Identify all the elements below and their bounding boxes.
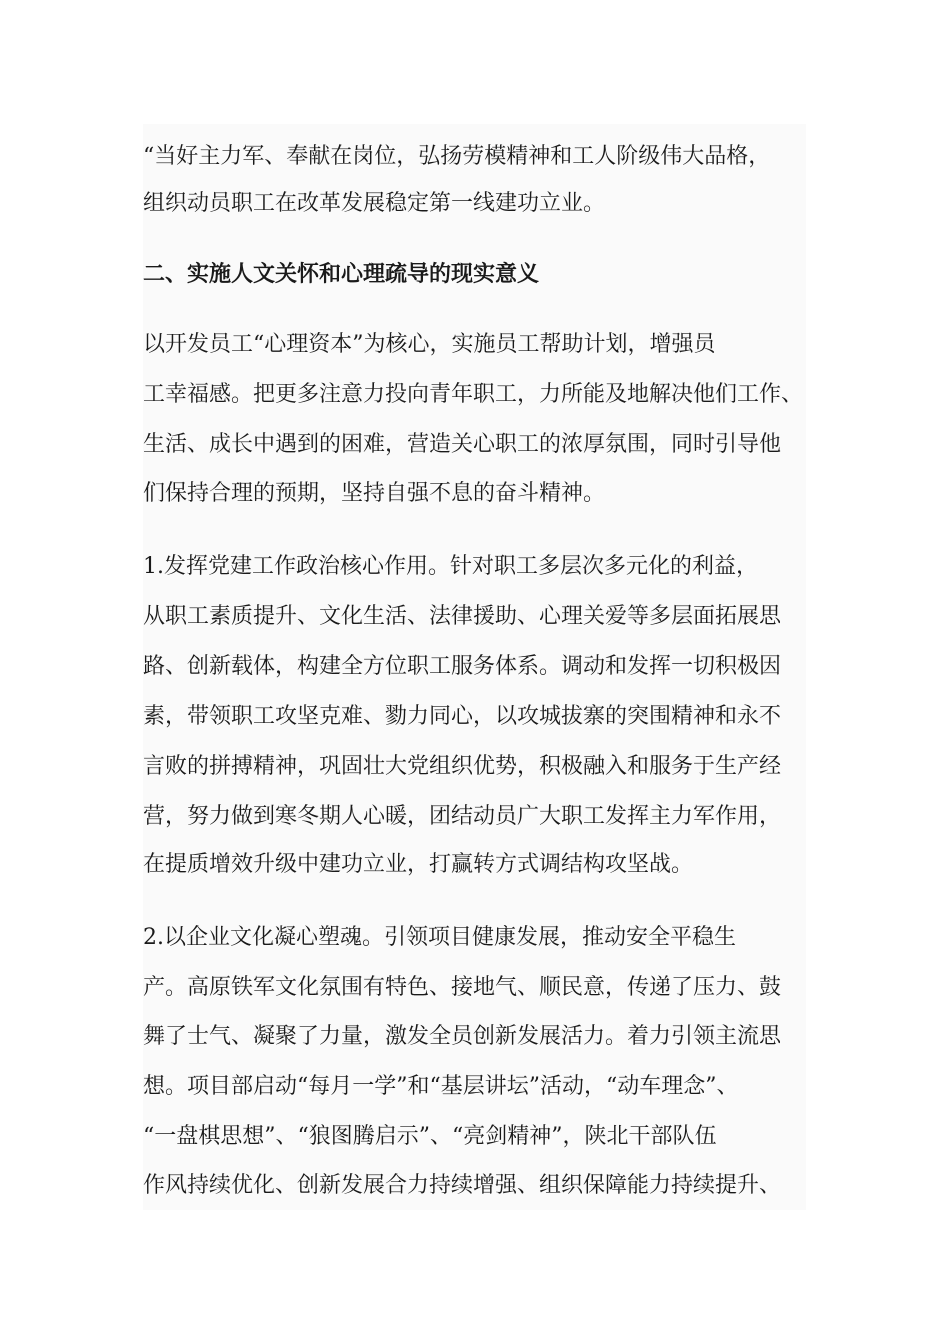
- item2-line-5: “一盘棋思想”、“狼图腾启示”、“亮剑精神”，陕北干部队伍: [143, 1124, 717, 1149]
- document-text-block: [143, 124, 806, 1210]
- item1-line-2: 从职工素质提升、文化生活、法律援助、心理关爱等多层面拓展思: [143, 604, 782, 629]
- text-line-2: 组织动员职工在改革发展稳定第一线建功立业。: [143, 191, 606, 216]
- paragraph-line-2: 工幸福感。把更多注意力投向青年职工，力所能及地解决他们工作、: [143, 382, 804, 407]
- item1-line-6: 营，努力做到寒冬期人心暖，团结动员广大职工发挥主力军作用，: [143, 804, 782, 829]
- item2-line-4: 想。项目部启动“每月一学”和“基层讲坛”活动，“动车理念”、: [143, 1074, 739, 1099]
- item1-line-1: 1.发挥党建工作政治核心作用。针对职工多层次多元化的利益，: [143, 554, 758, 579]
- item1-line-4: 素，带领职工攻坚克难、勠力同心，以攻城拔寨的突围精神和永不: [143, 704, 782, 729]
- item1-line-7: 在提质增效升级中建功立业，打赢转方式调结构攻坚战。: [143, 852, 694, 877]
- paragraph-line-4: 们保持合理的预期，坚持自强不息的奋斗精神。: [143, 481, 606, 506]
- text-line-1: “当好主力军、奉献在岗位，弘扬劳模精神和工人阶级伟大品格，: [143, 144, 771, 169]
- paragraph-line-3: 生活、成长中遇到的困难，营造关心职工的浓厚氛围，同时引导他: [143, 432, 782, 457]
- item1-line-3: 路、创新载体，构建全方位职工服务体系。调动和发挥一切积极因: [143, 654, 782, 679]
- item1-line-5: 言败的拼搏精神，巩固壮大党组织优势，积极融入和服务于生产经: [143, 754, 782, 779]
- paragraph-line-1: 以开发员工“心理资本”为核心，实施员工帮助计划，增强员: [143, 332, 716, 357]
- item2-line-6: 作风持续优化、创新发展合力持续增强、组织保障能力持续提升、: [143, 1173, 782, 1198]
- item2-line-1: 2.以企业文化凝心塑魂。引领项目健康发展，推动安全平稳生: [143, 925, 736, 950]
- item2-line-3: 舞了士气、凝聚了力量，激发全员创新发展活力。着力引领主流思: [143, 1024, 782, 1049]
- section-heading: 二、实施人文关怀和心理疏导的现实意义: [143, 261, 540, 287]
- item2-line-2: 产。高原铁军文化氛围有特色、接地气、顺民意，传递了压力、鼓: [143, 975, 782, 1000]
